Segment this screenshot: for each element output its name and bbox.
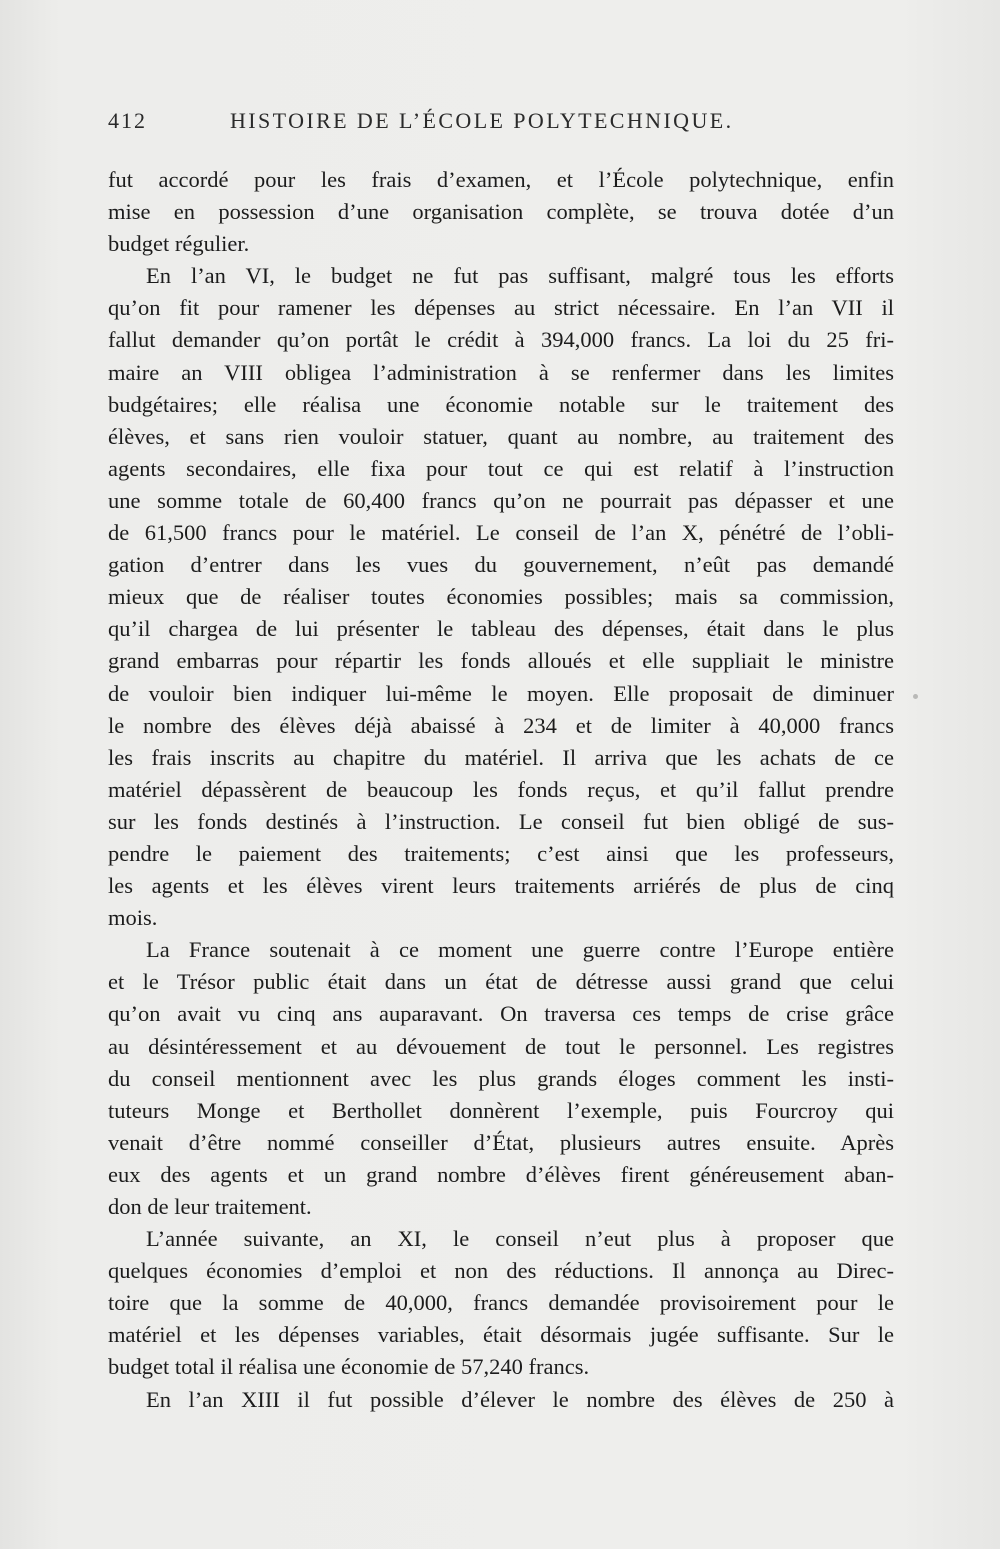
text-line: fut accordé pour les frais d’examen, et l’École polytechnique, enfin xyxy=(108,167,894,192)
text-line: L’année suivante, an XI, le conseil n’eut plus à proposer que xyxy=(146,1226,894,1252)
text-line: grand embarras pour répartir les fonds alloués et elle suppliait le ministre xyxy=(108,648,894,674)
text-line: qu’on avait vu cinq ans auparavant. On traversa ces temps de crise grâce xyxy=(108,1001,894,1027)
paragraph xyxy=(108,934,894,1223)
text-line: maire an VIII obligea l’administration à se renfermer dans les limites xyxy=(108,359,894,385)
text-line: matériel et les dépenses variables, était désormais jugée suffisante. Sur le xyxy=(108,1322,894,1348)
running-title: HISTOIRE DE L’ÉCOLE POLYTECHNIQUE. xyxy=(230,108,734,133)
text-line: mieux que de réaliser toutes économies possibles; mais sa commission, xyxy=(108,584,894,610)
text-line: En l’an XIII il fut possible d’élever le nombre des élèves de 250 à xyxy=(146,1386,894,1412)
text-line: et le Trésor public était dans un état de détresse aussi grand que celui xyxy=(108,969,894,995)
text-line: le nombre des élèves déjà abaissé à 234 et de limiter à 40,000 francs xyxy=(108,712,894,738)
text-line: agents secondaires, elle fixa pour tout ce qui est relatif à l’instruction xyxy=(108,455,894,481)
paragraph xyxy=(108,1223,894,1383)
text-line: matériel dépassèrent de beaucoup les fonds reçus, et qu’il fallut prendre xyxy=(108,776,894,802)
paragraph xyxy=(108,164,894,260)
text-line: mise en possession d’une organisation complète, se trouva dotée d’un xyxy=(108,199,894,225)
text-line: En l’an VI, le budget ne fut pas suffisant, malgré tous les efforts xyxy=(146,263,894,289)
text-line: tuteurs Monge et Berthollet donnèrent l’exemple, puis Fourcroy qui xyxy=(108,1097,894,1123)
text-line: toire que la somme de 40,000, francs demandée provisoirement pour le xyxy=(108,1290,894,1316)
text-line: pendre le paiement des traitements; c’est ainsi que les professeurs, xyxy=(108,840,894,866)
text-line: les agents et les élèves virent leurs traitements arriérés de plus de cinq xyxy=(108,873,894,899)
text-line: du conseil mentionnent avec les plus grands éloges comment les insti- xyxy=(108,1065,894,1091)
text-line: La France soutenait à ce moment une guerre contre l’Europe entière xyxy=(146,937,894,963)
body-text xyxy=(108,164,894,1416)
text-line: sur les fonds destinés à l’instruction. Le conseil fut bien obligé de sus- xyxy=(108,808,894,834)
page-header xyxy=(108,108,898,144)
text-line: qu’on fit pour ramener les dépenses au strict nécessaire. En l’an VII il xyxy=(108,295,894,321)
text-line: eux des agents et un grand nombre d’élèves firent généreusement aban- xyxy=(108,1161,894,1187)
text-line: budget régulier. xyxy=(108,231,250,257)
text-line: de vouloir bien indiquer lui-même le moyen. Elle proposait de diminuer xyxy=(108,680,894,706)
text-line: budget total il réalisa une économie de 57,240 francs. xyxy=(108,1354,590,1380)
text-line: mois. xyxy=(108,905,158,931)
text-line: une somme totale de 60,400 francs qu’on ne pourrait pas dépasser et une xyxy=(108,487,894,513)
text-line: venait d’être nommé conseiller d’État, plusieurs autres ensuite. Après xyxy=(108,1129,894,1155)
text-line: au désintéressement et au dévouement de tout le personnel. Les registres xyxy=(108,1033,894,1059)
paper-speck xyxy=(913,694,918,699)
text-line: budgétaires; elle réalisa une économie notable sur le traitement des xyxy=(108,391,894,417)
text-line: don de leur traitement. xyxy=(108,1194,312,1219)
text-line: qu’il chargea de lui présenter le tableau des dépenses, était dans le plus xyxy=(108,616,894,642)
text-line: quelques économies d’emploi et non des réductions. Il annonça au Direc- xyxy=(108,1258,894,1284)
text-line: élèves, et sans rien vouloir statuer, quant au nombre, au traitement des xyxy=(108,423,894,449)
text-line: les frais inscrits au chapitre du matériel. Il arriva que les achats de ce xyxy=(108,744,894,770)
paragraph xyxy=(108,1384,894,1416)
text-line: gation d’entrer dans les vues du gouvernement, n’eût pas demandé xyxy=(108,552,894,578)
text-line: fallut demander qu’on portât le crédit à 394,000 francs. La loi du 25 fri- xyxy=(108,327,894,353)
paragraph xyxy=(108,260,894,934)
text-line: de 61,500 francs pour le matériel. Le conseil de l’an X, pénétré de l’obli- xyxy=(108,520,894,546)
page-number: 412 xyxy=(108,108,147,133)
